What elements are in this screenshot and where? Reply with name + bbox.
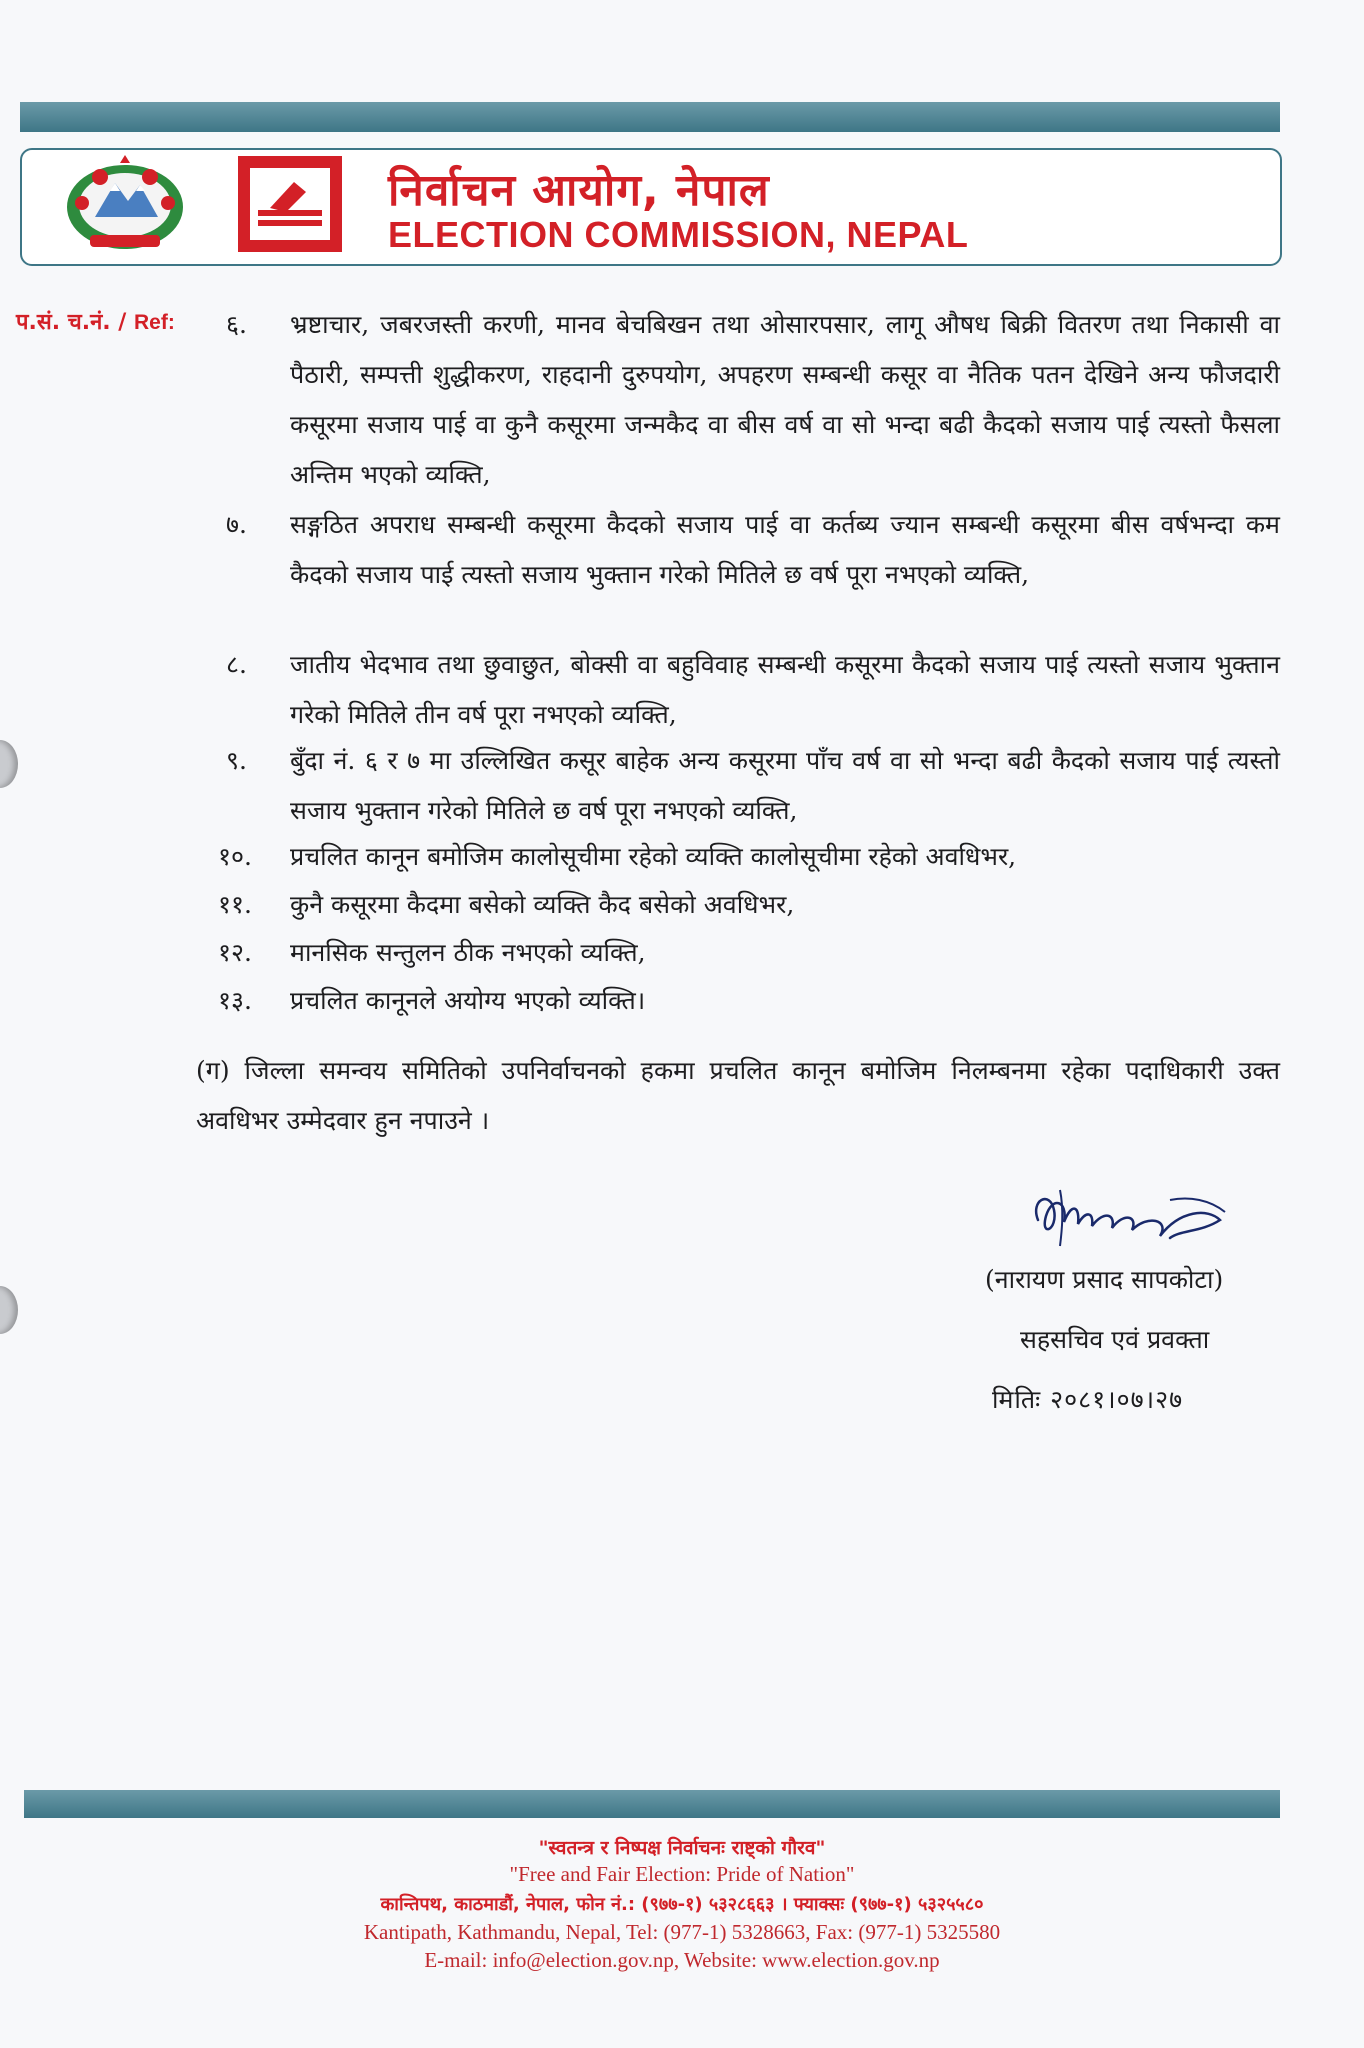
- item-number: ७.: [226, 510, 247, 539]
- item-text: प्रचलित कानून बमोजिम कालोसूचीमा रहेको व्यक्ति कालोसूचीमा रहेको अवधिभर,: [290, 842, 1017, 871]
- footer-band: [24, 1790, 1280, 1818]
- item-text: भ्रष्टाचार, जबरजस्ती करणी, मानव बेचबिखन तथा ओसारपसार, लागू औषध बिक्री वितरण तथा निकासी वा पैठारी, सम्पत्ती शुद्धीकरण, राहदानी दुरुपयोग, अपहरण सम्बन्धी कसूर वा नैतिक पतन देखिने अन्य फौजदारी कसूरमा सजाय पाई वा कुनै कसूरमा जन्मकैद वा बीस वर्ष वा सो भन्दा बढी कैदको सजाय पाई त्यस्तो फैसला अन्तिम भएको व्यक्ति,: [290, 310, 1280, 489]
- nepal-emblem-icon: [60, 155, 190, 255]
- header-band: [20, 102, 1280, 132]
- paragraph-ga: (ग) जिल्ला समन्वय समितिको उपनिर्वाचनको हकमा प्रचलित कानून बमोजिम निलम्बनमा रहेका पदाधिकारी उक्त अवधिभर उम्मेदवार हुन नपाउने ।: [196, 1056, 1280, 1135]
- footer-address-nepali: कान्तिपथ, काठमाडौं, नेपाल, फोन नं.: (९७७-१) ५३२८६६३ । फ्याक्सः (९७७-१) ५३२५५८०: [380, 1894, 984, 1915]
- signatory-name: (नारायण प्रसाद सापकोटा): [985, 1265, 1224, 1294]
- footer-motto-nepali: "स्वतन्त्र र निष्पक्ष निर्वाचनः राष्ट्को गौरव": [538, 1837, 826, 1859]
- org-title-english: ELECTION COMMISSION, NEPAL: [388, 214, 969, 255]
- footer-address-english: Kantipath, Kathmandu, Nepal, Tel: (977-1) 5328663, Fax: (977-1) 5325580: [363, 1920, 1001, 1944]
- item-text: कुनै कसूरमा कैदमा बसेको व्यक्ति कैद बसेको अवधिभर,: [290, 890, 795, 919]
- punch-hole: [0, 740, 18, 788]
- item-number: १३.: [218, 986, 252, 1015]
- item-text: सङ्गठित अपराध सम्बन्धी कसूरमा कैदको सजाय पाई वा कर्तब्य ज्यान सम्बन्धी कसूरमा बीस वर्षभन्दा कम कैदको सजाय पाई त्यस्तो सजाय भुक्तान गरेको मितिले छ वर्ष पूरा नभएको व्यक्ति,: [290, 510, 1280, 589]
- item-number: ११.: [218, 890, 252, 919]
- punch-hole: [0, 1286, 18, 1334]
- item-number: १२.: [218, 938, 252, 967]
- item-text: बुँदा नं. ६ र ७ मा उल्लिखित कसूर बाहेक अन्य कसूरमा पाँच वर्ष वा सो भन्दा बढी कैदको सजाय पाई त्यस्तो सजाय भुक्तान गरेको मितिले छ वर्ष पूरा नभएको व्यक्ति,: [290, 746, 1280, 825]
- item-text: जातीय भेदभाव तथा छुवाछुत, बोक्सी वा बहुविवाह सम्बन्धी कसूरमा कैदको सजाय पाई त्यस्तो सजाय भुक्तान गरेको मितिले तीन वर्ष पूरा नभएको व्यक्ति,: [290, 650, 1280, 729]
- item-text: प्रचलित कानूनले अयोग्य भएको व्यक्ति।: [290, 986, 646, 1015]
- footer-contact: E-mail: info@election.gov.np, Website: www.election.gov.np: [424, 1948, 940, 1972]
- signature-icon: [1020, 1160, 1240, 1270]
- document-date: मितिः २०८१।०७।२७: [992, 1385, 1184, 1414]
- signatory-title: सहसचिव एवं प्रवक्ता: [1020, 1325, 1210, 1354]
- ref-label: [16, 306, 175, 336]
- item-number: ६.: [226, 310, 247, 339]
- item-number: ८.: [226, 650, 247, 679]
- item-text: मानसिक सन्तुलन ठीक नभएको व्यक्ति,: [290, 938, 646, 967]
- item-number: ९.: [226, 746, 247, 775]
- org-title-nepali: निर्वाचन आयोग, नेपाल: [388, 165, 770, 216]
- ballot-logo-icon: [238, 156, 342, 252]
- item-number: १०.: [218, 842, 252, 871]
- ref-label-nepali: प.सं. च.नं. /: [16, 310, 127, 335]
- ref-label-english: Ref:: [134, 311, 175, 334]
- footer-motto-english: "Free and Fair Election: Pride of Nation": [509, 1862, 855, 1886]
